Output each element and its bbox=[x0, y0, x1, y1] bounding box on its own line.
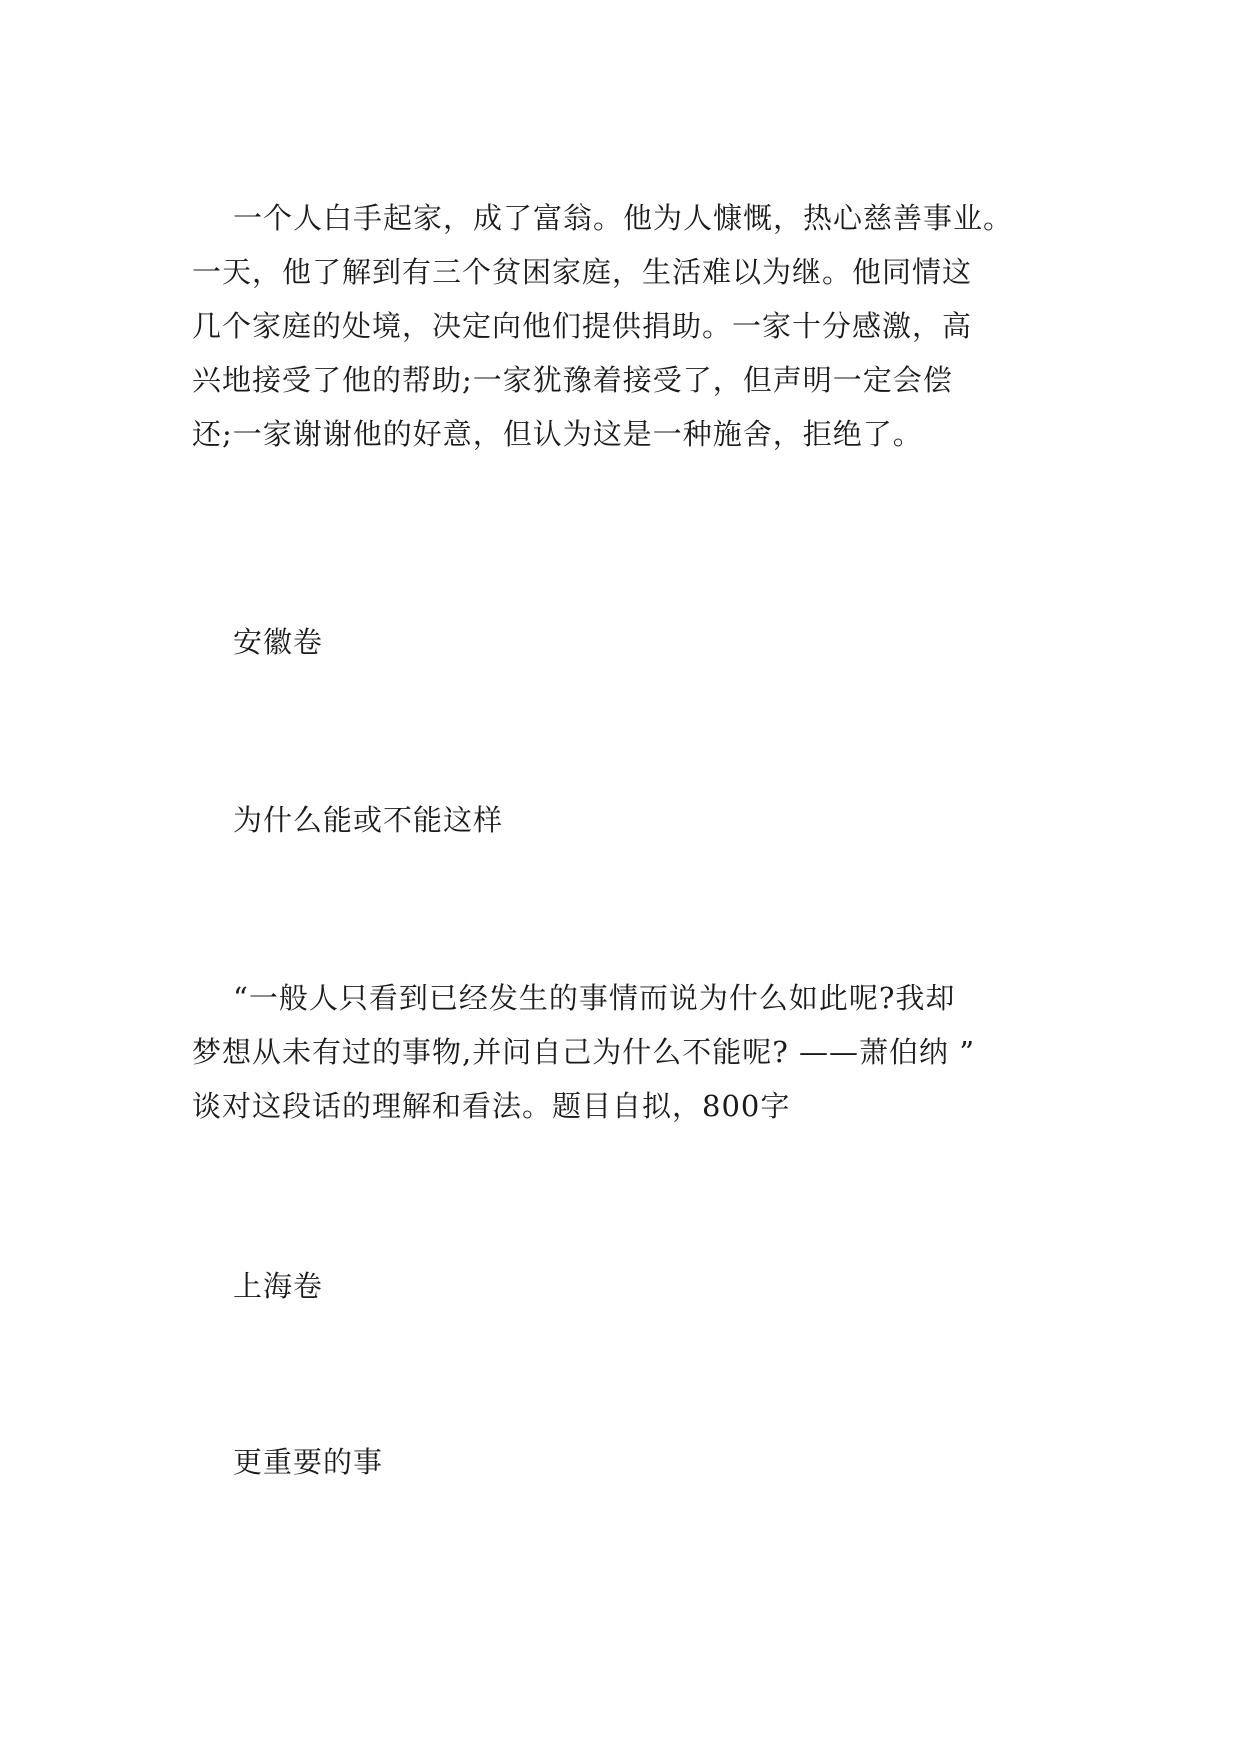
title-shanghai: 更重要的事 bbox=[233, 1445, 384, 1479]
heading-shanghai: 上海卷 bbox=[233, 1269, 324, 1303]
paragraph-line: 谈对这段话的理解和看法。题目自拟，800字 bbox=[192, 1089, 791, 1123]
paragraph-line: 兴地接受了他的帮助;一家犹豫着接受了，但声明一定会偿 bbox=[192, 363, 953, 397]
heading-anhui: 安徽卷 bbox=[233, 625, 324, 659]
paragraph-line: 一个人白手起家，成了富翁。他为人慷慨，热心慈善事业。 bbox=[233, 201, 1014, 235]
paragraph-line: “一般人只看到已经发生的事情而说为什么如此呢?我却 bbox=[233, 981, 956, 1015]
title-anhui: 为什么能或不能这样 bbox=[233, 803, 504, 837]
paragraph-line: 一天，他了解到有三个贫困家庭，生活难以为继。他同情这 bbox=[192, 255, 973, 289]
paragraph-line: 几个家庭的处境，决定向他们提供捐助。一家十分感激，高 bbox=[192, 309, 973, 343]
paragraph-line: 梦想从未有过的事物,并问自己为什么不能呢? ——萧伯纳 ” bbox=[192, 1035, 976, 1069]
paragraph-line: 还;一家谢谢他的好意，但认为这是一种施舍，拒绝了。 bbox=[192, 417, 923, 451]
